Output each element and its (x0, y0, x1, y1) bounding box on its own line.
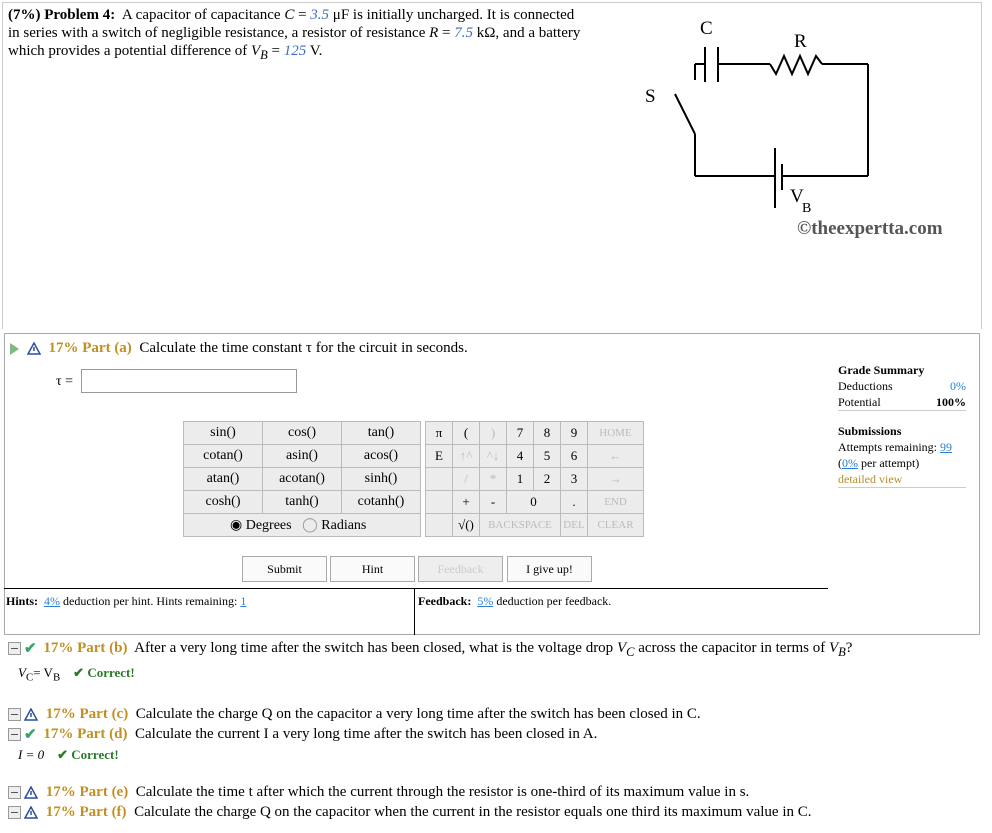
key-1[interactable]: 1 (507, 468, 534, 491)
part-b-answer: $V_C= V_B$ ✔ Correct! (18, 665, 135, 684)
problem-text: (7%) Problem 4: A capacitor of capacitance C = 3.5 μF is initially uncharged. It is connected in series with a switch of negligible resistance, a resistor of resistance R = 7.5 kΩ, and a battery which provides a potential difference of $V_B = 125$ V. (8, 7, 581, 62)
check-icon: ✔ (24, 726, 37, 743)
watermark: ©theexpertta.com (797, 218, 943, 239)
capacitance-value: 3.5 (310, 7, 330, 23)
part-c-header[interactable]: 17% Part (c) Calculate the charge Q on the capacitor a very long time after the switch has been closed in C. (8, 705, 701, 723)
grade-summary: Grade Summary Deductions 0% Potential 100% Submissions Attempts remaining: 99 (0% per attempt) detailed view (838, 363, 966, 486)
key-plus[interactable]: + (453, 491, 480, 514)
key-home[interactable]: HOME (588, 422, 644, 445)
attempts-remaining: 99 (939, 440, 952, 454)
hint-button[interactable]: Hint (330, 556, 415, 582)
warning-icon (24, 708, 38, 721)
key-tan[interactable]: tan() (342, 422, 421, 445)
switch-label: S (645, 86, 656, 107)
key-rparen[interactable]: ) (480, 422, 507, 445)
resistance-value: 7.5 (454, 25, 474, 41)
feedback-info: Feedback: 5% deduction per feedback. (418, 594, 612, 608)
key-8[interactable]: 8 (534, 422, 561, 445)
collapse-icon[interactable] (8, 786, 21, 799)
key-del[interactable]: DEL (561, 514, 588, 537)
circuit-diagram (620, 12, 880, 222)
key-7[interactable]: 7 (507, 422, 534, 445)
key-9[interactable]: 9 (561, 422, 588, 445)
key-6[interactable]: 6 (561, 445, 588, 468)
key-clear[interactable]: CLEAR (588, 514, 644, 537)
key-2[interactable]: 2 (534, 468, 561, 491)
collapse-icon[interactable] (8, 708, 21, 721)
detailed-view-link[interactable]: detailed view (838, 472, 903, 486)
expand-icon[interactable] (10, 343, 19, 355)
key-cotanh[interactable]: cotanh() (342, 491, 421, 514)
key-sqrt[interactable]: √() (453, 514, 480, 537)
key-upl[interactable]: ^↓ (480, 445, 507, 468)
part-a-text: Calculate the time constant τ for the circuit in seconds. (139, 340, 468, 356)
key-asin[interactable]: asin() (263, 445, 342, 468)
degrees-radio[interactable]: ◉ (230, 517, 243, 533)
key-tanh[interactable]: tanh() (263, 491, 342, 514)
warning-icon (27, 342, 41, 355)
warning-icon (24, 806, 38, 819)
battery-label-sub: B (802, 201, 812, 216)
key-lparen[interactable]: ( (453, 422, 480, 445)
correct-badge: ✔ Correct! (73, 665, 135, 680)
key-acotan[interactable]: acotan() (263, 468, 342, 491)
key-4[interactable]: 4 (507, 445, 534, 468)
resistor-label: R (794, 31, 807, 52)
key-e[interactable]: E (426, 445, 453, 468)
key-slash[interactable]: / (453, 468, 480, 491)
check-icon: ✔ (24, 640, 37, 657)
collapse-icon[interactable] (8, 728, 21, 741)
deductions-value: 0% (950, 379, 966, 393)
correct-badge: ✔ Correct! (57, 747, 119, 762)
warning-icon (24, 786, 38, 799)
key-cotan[interactable]: cotan() (184, 445, 263, 468)
give-up-button[interactable]: I give up! (507, 556, 592, 582)
battery-label: V (790, 186, 804, 207)
angle-mode: ◉ Degrees ◯ Radians (184, 514, 421, 537)
numeric-keypad (425, 421, 644, 537)
collapse-icon[interactable] (8, 806, 21, 819)
key-3[interactable]: 3 (561, 468, 588, 491)
part-d-answer: I = 0 ✔ Correct! (18, 747, 119, 762)
capacitor-label: C (700, 18, 713, 39)
key-minus[interactable]: - (480, 491, 507, 514)
hints-feedback-bar (4, 588, 828, 635)
key-star[interactable]: * (480, 468, 507, 491)
hints-remaining: 1 (240, 594, 247, 608)
key-left[interactable]: ← (588, 445, 644, 468)
key-up[interactable]: ↑^ (453, 445, 480, 468)
part-a-header[interactable]: 17% Part (a) Calculate the time constant τ for the circuit in seconds. (10, 339, 468, 357)
key-atan[interactable]: atan() (184, 468, 263, 491)
problem-title: Problem 4: (44, 7, 116, 23)
tau-answer-input[interactable] (81, 369, 297, 393)
key-right[interactable]: → (588, 468, 644, 491)
part-f-header[interactable]: 17% Part (f) Calculate the charge Q on the capacitor when the current in the resistor equals one third its maximum value in C. (8, 803, 812, 821)
key-5[interactable]: 5 (534, 445, 561, 468)
part-d-header[interactable]: ✔ 17% Part (d) Calculate the current I a very long time after the switch has been closed in A. (8, 725, 597, 744)
collapse-icon[interactable] (8, 642, 21, 655)
key-sinh[interactable]: sinh() (342, 468, 421, 491)
key-sin[interactable]: sin() (184, 422, 263, 445)
radians-radio[interactable]: ◯ (302, 517, 318, 533)
key-0[interactable]: 0 (507, 491, 561, 514)
function-keypad (183, 421, 421, 537)
part-b-header[interactable]: ✔ 17% Part (b) After a very long time after the switch has been closed, what is the voltage drop $V_C$ across the capacitor in terms of $V_B$? (8, 639, 852, 661)
part-e-header[interactable]: 17% Part (e) Calculate the time t after which the current through the resistor is one-third of its maximum value in s. (8, 783, 749, 801)
key-acos[interactable]: acos() (342, 445, 421, 468)
hints-info: Hints: 4% deduction per hint. Hints remaining: 1 (6, 594, 247, 608)
voltage-value: 125 (283, 43, 307, 59)
tau-label: τ = (56, 374, 74, 389)
key-cosh[interactable]: cosh() (184, 491, 263, 514)
feedback-button[interactable]: Feedback (418, 556, 503, 582)
problem-weight: (7%) (8, 7, 41, 23)
submit-button[interactable]: Submit (242, 556, 327, 582)
key-backspace[interactable]: BACKSPACE (480, 514, 561, 537)
key-cos[interactable]: cos() (263, 422, 342, 445)
key-end[interactable]: END (588, 491, 644, 514)
key-dot[interactable]: . (561, 491, 588, 514)
key-pi[interactable]: π (426, 422, 453, 445)
potential-value: 100% (936, 395, 966, 409)
